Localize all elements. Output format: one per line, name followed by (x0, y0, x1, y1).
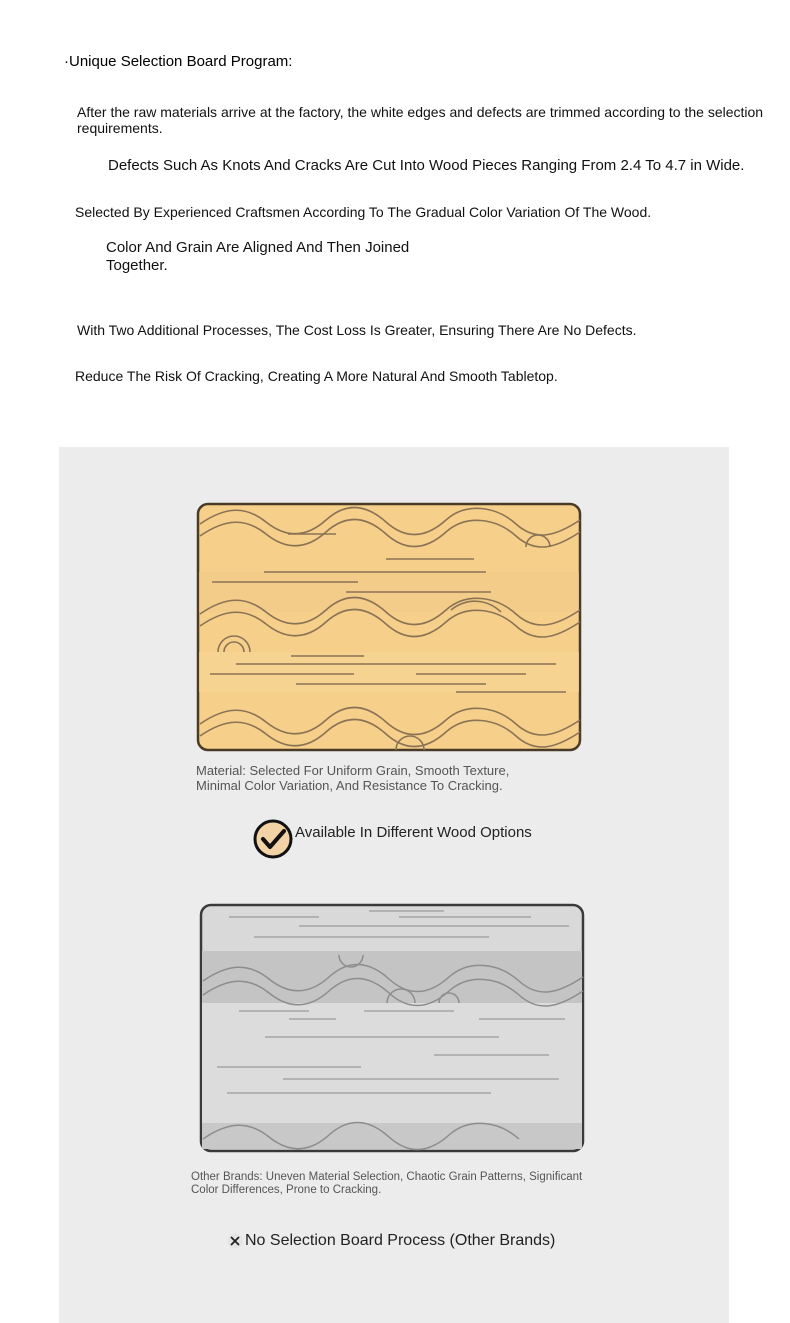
no-selection-label: No Selection Board Process (Other Brands) (245, 1232, 556, 1249)
paragraph-defects: Defects Such As Knots And Cracks Are Cut Into Wood Pieces Ranging From 2.4 To 4.7 in Wide. (108, 157, 745, 174)
no-selection-badge (227, 1224, 587, 1256)
x-mark-icon (227, 1233, 243, 1249)
selected-material-caption: Material: Selected For Uniform Grain, Smooth Texture, Minimal Color Variation, And Resistance To Cracking. (196, 763, 510, 793)
paragraph-processes: With Two Additional Processes, The Cost Loss Is Greater, Ensuring There Are No Defects. (77, 322, 637, 338)
paragraph-craftsmen: Selected By Experienced Craftsmen According To The Gradual Color Variation Of The Wood. (75, 204, 652, 220)
section-heading: ·Unique Selection Board Program: (64, 53, 293, 70)
other-brands-caption: Other Brands: Uneven Material Selection, Chaotic Grain Patterns, Significant Color Differences, Prone to Cracking. (191, 1171, 583, 1196)
wood-options-label: Available In Different Wood Options (295, 824, 532, 841)
paragraph-cracking: Reduce The Risk Of Cracking, Creating A More Natural And Smooth Tabletop. (75, 368, 558, 384)
wood-options-badge (253, 818, 553, 860)
check-circle-icon (253, 818, 295, 860)
paragraph-raw-materials: After the raw materials arrive at the factory, the white edges and defects are trimmed according to the selection requirements. (77, 104, 764, 136)
selected-wood-board-illustration (196, 502, 582, 752)
paragraph-color-grain: Color And Grain Are Aligned And Then Joined Together. (106, 239, 410, 274)
other-brands-wood-board-illustration (199, 903, 585, 1153)
